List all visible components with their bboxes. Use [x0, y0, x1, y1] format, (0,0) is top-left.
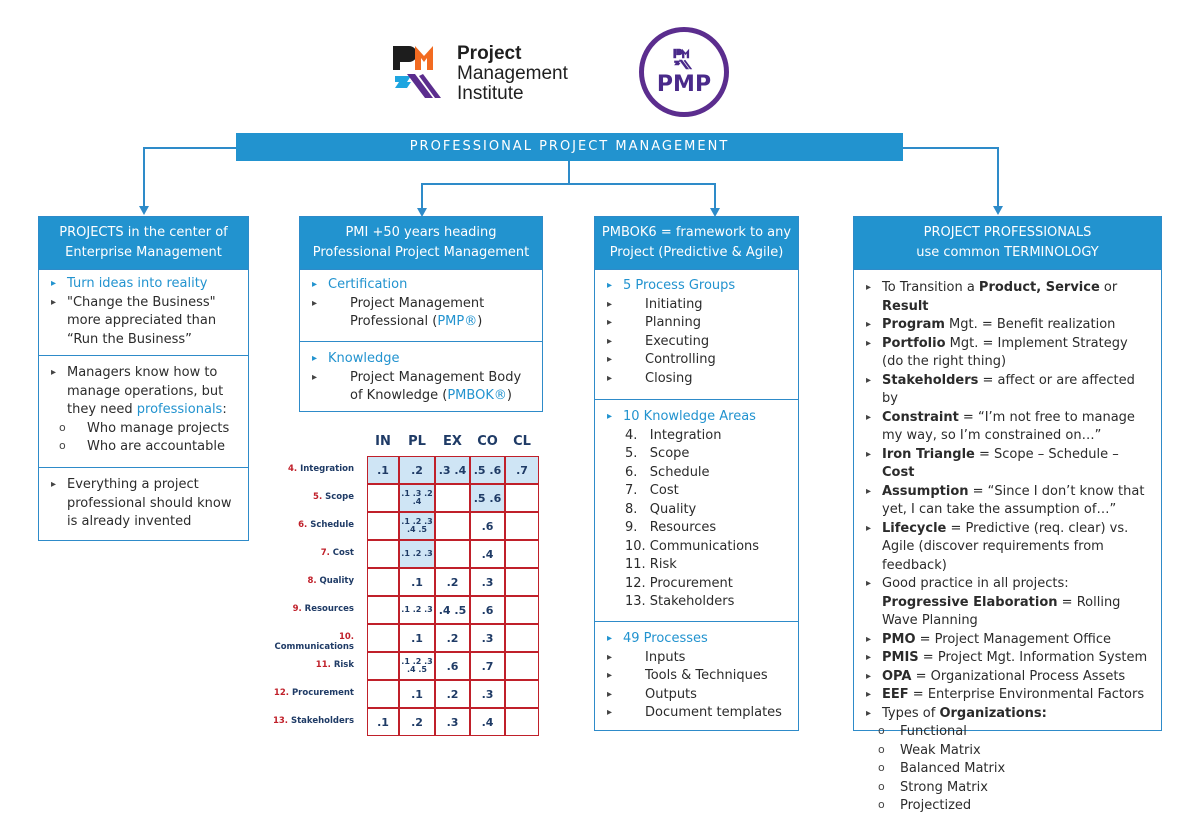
grid-cell: .3	[470, 680, 505, 708]
text: = Project Management Office	[915, 631, 1111, 647]
list-item: ▸ Document templates	[605, 704, 790, 723]
bold-term: EEF	[882, 687, 909, 702]
connector	[568, 161, 570, 184]
list-item: ▸ Knowledge	[310, 350, 534, 369]
list-item: ▸ Everything a project professional should know is already invented	[49, 476, 240, 532]
list-item: ▸ Closing	[605, 370, 790, 389]
grid-cell	[435, 540, 470, 568]
grid-cell	[505, 652, 539, 680]
grid-cell	[367, 512, 399, 540]
text: Mgt. = Benefit realization	[944, 317, 1116, 332]
grid-cell: .1	[399, 624, 435, 652]
list-item: 9. Resources	[625, 520, 717, 535]
header-line: PROJECTS in the center of	[59, 225, 228, 240]
bold-term: Portfolio	[882, 335, 946, 351]
pmi-mark-icon	[393, 44, 447, 100]
header-line: Enterprise Management	[65, 245, 222, 260]
text: = “I’m not free to manage my way, so I’m constrained on…”	[882, 409, 1135, 443]
grid-cell: .1 .2 .3	[399, 540, 435, 568]
grid-cell: .2	[435, 680, 470, 708]
bold-term: Iron Triangle	[882, 446, 975, 462]
bold-term: Result	[882, 298, 929, 314]
highlight-text: professionals	[136, 402, 223, 417]
bold-term: OPA	[882, 668, 912, 684]
bold-term: Product, Service	[978, 280, 1100, 295]
pmp-badge	[639, 27, 729, 117]
list-item: o Strong Matrix	[876, 779, 1153, 798]
list-item: ▸ Outputs	[605, 686, 790, 705]
bold-term: Progressive Elaboration	[882, 594, 1058, 610]
grid-cell	[505, 624, 539, 652]
connector	[903, 147, 999, 149]
connector	[421, 183, 423, 209]
list-item: 4. Integration	[625, 427, 722, 443]
list-item	[864, 668, 1153, 687]
grid-cell: .1	[367, 708, 399, 736]
row-number: 13.	[272, 716, 291, 726]
row-number: 7.	[320, 548, 333, 558]
professionals-header	[854, 217, 1161, 269]
row-name: Resources	[304, 604, 354, 614]
list-item: ▸ Controlling	[605, 351, 790, 370]
row-name: Quality	[319, 576, 354, 586]
text: )	[477, 314, 483, 329]
pmbok-column	[594, 216, 799, 731]
list-item: ▸ Tools & Techniques	[605, 667, 790, 686]
pmi-logo	[393, 44, 583, 104]
list-item	[864, 686, 1153, 705]
arrow-down-icon	[139, 206, 149, 215]
connector	[997, 147, 999, 207]
list-item	[864, 279, 1153, 316]
list-item: 13. Stakeholders	[625, 594, 735, 609]
text: = “Since I don’t know that yet, I can take the assumption of…”	[882, 483, 1145, 517]
projects-section-1	[39, 269, 248, 355]
list-item: o Weak Matrix	[876, 742, 1153, 761]
grid-cell: .1 .2 .3 .4 .5	[399, 512, 435, 540]
grid-column-header: EX	[443, 434, 462, 449]
text: Mgt. = Implement Strategy (do the right thing)	[882, 335, 1128, 369]
grid-cell: .4	[470, 540, 505, 568]
knowledge-section	[300, 341, 542, 412]
grid-row-label	[260, 464, 354, 474]
text: Project Management Professional (	[350, 295, 485, 329]
certification-section	[300, 269, 542, 341]
process-grid	[260, 430, 550, 740]
list-item: o Who are accountable	[57, 438, 240, 457]
list-item: 10. Communications	[625, 538, 760, 554]
row-number: 4.	[287, 464, 301, 474]
grid-row-label	[260, 716, 354, 726]
highlight-text: PMP®	[437, 314, 478, 329]
grid-cell: .7	[470, 652, 505, 680]
bold-term: Program	[882, 317, 945, 332]
professionals-column	[853, 216, 1162, 813]
grid-cell: .7	[505, 456, 539, 484]
text: To Transition a	[882, 280, 979, 295]
bold-term: Cost	[882, 465, 915, 480]
grid-column-header: PL	[408, 434, 426, 449]
list-item: 12. Procurement	[625, 575, 733, 591]
pmi-line-2: Management	[457, 63, 568, 84]
row-name: Integration	[300, 464, 354, 474]
row-name: Risk	[333, 660, 354, 670]
row-number: 9.	[292, 604, 305, 614]
grid-cell: .3 .4	[435, 456, 470, 484]
grid-cell: .5 .6	[470, 484, 505, 512]
list-item: ▸ Planning	[605, 314, 790, 333]
list-item	[864, 520, 1153, 576]
text: Managers know how to manage operations, but they need	[67, 365, 224, 417]
list-item: o Functional	[876, 723, 1153, 742]
header-line: PMI +50 years heading	[345, 225, 497, 240]
list-item	[864, 335, 1153, 372]
connector	[143, 147, 236, 149]
grid-cell	[505, 484, 539, 512]
grid-cell: .1	[399, 568, 435, 596]
connector	[143, 147, 145, 207]
list-item: o Balanced Matrix	[876, 760, 1153, 779]
list-item: o Who manage projects	[57, 420, 240, 439]
grid-row-label	[260, 576, 354, 586]
list-item	[864, 705, 1153, 724]
grid-cell: .1	[367, 456, 399, 484]
row-name: Schedule	[310, 520, 354, 530]
list-item	[864, 631, 1153, 650]
knowledge-areas-section	[595, 399, 798, 621]
grid-cell: .6	[435, 652, 470, 680]
grid-cell: .4	[470, 708, 505, 736]
row-name: Communications	[274, 642, 354, 652]
pmi-line-1: Project	[457, 43, 522, 64]
grid-column-header: CO	[477, 434, 498, 449]
bold-term: PMIS	[882, 650, 919, 665]
row-number: 8.	[307, 576, 320, 586]
grid-cell	[505, 540, 539, 568]
row-number: 11.	[315, 660, 334, 670]
list-item: 6. Schedule	[625, 464, 710, 480]
grid-cell: .2	[399, 456, 435, 484]
grid-cell: .4 .5	[435, 596, 470, 624]
grid-cell: .3	[470, 624, 505, 652]
text: = Predictive (req. clear) vs. Agile (discover requirements from feedback)	[882, 520, 1129, 573]
row-number: 6.	[298, 520, 311, 530]
bold-term: Lifecycle	[882, 520, 947, 536]
list-item	[864, 575, 1153, 631]
row-number: 12.	[273, 688, 292, 698]
list-item: 5. Scope	[625, 446, 690, 461]
connector	[714, 183, 716, 209]
list-item	[864, 483, 1153, 520]
grid-cell	[435, 512, 470, 540]
grid-row-label	[260, 688, 354, 698]
grid-column-header: IN	[375, 434, 391, 449]
text: = Scope – Schedule –	[974, 446, 1119, 462]
header-line: PROJECT PROFESSIONALS	[923, 225, 1092, 240]
row-name: Scope	[325, 492, 354, 502]
header-line: use common TERMINOLOGY	[916, 245, 1099, 260]
row-name: Cost	[332, 548, 354, 558]
list-item: ▸ Executing	[605, 333, 790, 352]
banner-title: PROFESSIONAL PROJECT MANAGEMENT	[236, 133, 903, 161]
grid-row-label	[260, 632, 354, 652]
grid-cell: .2	[399, 708, 435, 736]
row-number: 5.	[313, 492, 326, 502]
text: = Project Mgt. Information System	[918, 650, 1148, 665]
list-item	[864, 649, 1153, 668]
list-item	[49, 364, 240, 420]
projects-header	[39, 217, 248, 269]
projects-section-2	[39, 355, 248, 467]
grid-cell: .1	[399, 680, 435, 708]
grid-cell: .1 .3 .2 .4	[399, 484, 435, 512]
grid-cell	[367, 568, 399, 596]
grid-cell	[367, 596, 399, 624]
process-groups-section	[595, 269, 798, 399]
projects-section-3	[39, 467, 248, 538]
text: :	[222, 402, 227, 417]
bold-term: Assumption	[882, 483, 969, 499]
pmbok-header	[595, 217, 798, 269]
list-item: ▸ Turn ideas into reality	[49, 275, 240, 294]
text: = Enterprise Environmental Factors	[908, 687, 1145, 702]
list-item: ▸ Inputs	[605, 649, 790, 668]
text: )	[506, 388, 512, 403]
pmi-mark-icon	[671, 48, 697, 70]
row-name: Stakeholders	[290, 716, 354, 726]
grid-cell	[505, 568, 539, 596]
list-item: ▸ Certification	[310, 276, 534, 295]
list-item: ▸ 10 Knowledge Areas	[605, 408, 790, 427]
text: Good practice in all projects:	[882, 576, 1069, 591]
text: = affect or are affected by	[882, 372, 1135, 406]
grid-row-label	[260, 604, 354, 614]
grid-cell	[505, 596, 539, 624]
list-item	[864, 316, 1153, 335]
grid-cell: .1 .2 .3	[399, 596, 435, 624]
grid-cell	[435, 484, 470, 512]
grid-row-label	[260, 492, 354, 502]
text: = Rolling Wave Planning	[882, 594, 1121, 628]
terminology-section	[854, 269, 1161, 822]
connector	[421, 183, 715, 185]
bold-term: Constraint	[882, 409, 959, 425]
grid-cell: .2	[435, 568, 470, 596]
header-line: PMBOK6 = framework to any	[601, 225, 792, 240]
list-item	[310, 295, 534, 332]
list-item	[864, 372, 1153, 409]
list-item: ▸ Initiating	[605, 296, 790, 315]
grid-cell	[367, 652, 399, 680]
header-line: Professional Project Management	[312, 245, 530, 260]
bold-term: Organizations:	[939, 705, 1047, 721]
header-line: Project (Predictive & Agile)	[609, 245, 784, 260]
list-item: ▸ "Change the Business" more appreciated than “Run the Business”	[49, 294, 240, 350]
pmi-line-3: Institute	[457, 83, 524, 104]
list-item	[864, 409, 1153, 446]
list-item	[864, 446, 1153, 483]
grid-cell: .1 .2 .3 .4 .5	[399, 652, 435, 680]
grid-row-label	[260, 548, 354, 558]
list-item: 7. Cost	[625, 483, 679, 498]
text: = Organizational Process Assets	[911, 668, 1126, 684]
highlight-text: PMBOK®	[447, 388, 507, 403]
pmp-text: PMP	[656, 71, 712, 97]
text: or	[1099, 280, 1118, 295]
pmi-header	[300, 217, 542, 269]
grid-cell: .2	[435, 624, 470, 652]
list-item: o Projectized	[876, 797, 1153, 816]
arrow-down-icon	[993, 206, 1003, 215]
list-item	[310, 369, 534, 406]
list-item: 8. Quality	[625, 501, 697, 517]
grid-cell: .3	[435, 708, 470, 736]
projects-column	[38, 216, 249, 541]
list-item: 11. Risk	[625, 557, 677, 572]
grid-cell	[367, 540, 399, 568]
grid-cell: .3	[470, 568, 505, 596]
processes-section	[595, 621, 798, 729]
row-number: 10.	[338, 632, 354, 642]
grid-cell	[505, 680, 539, 708]
grid-row-label	[260, 520, 354, 530]
grid-cell	[505, 708, 539, 736]
grid-row-label	[260, 660, 354, 670]
bold-term: Stakeholders	[882, 372, 979, 388]
text: Project Management Body of Knowledge (	[350, 369, 522, 403]
grid-cell: .6	[470, 596, 505, 624]
grid-cell	[367, 624, 399, 652]
grid-cell	[505, 512, 539, 540]
grid-cell: .5 .6	[470, 456, 505, 484]
grid-cell	[367, 484, 399, 512]
row-name: Procurement	[291, 688, 354, 698]
grid-cell	[367, 680, 399, 708]
pmi-column	[299, 216, 543, 412]
bold-term: PMO	[882, 631, 916, 647]
text: Types of	[882, 705, 940, 721]
list-item: ▸ 49 Processes	[605, 630, 790, 649]
grid-cell: .6	[470, 512, 505, 540]
list-item: ▸ 5 Process Groups	[605, 277, 790, 296]
grid-column-header: CL	[513, 434, 531, 449]
